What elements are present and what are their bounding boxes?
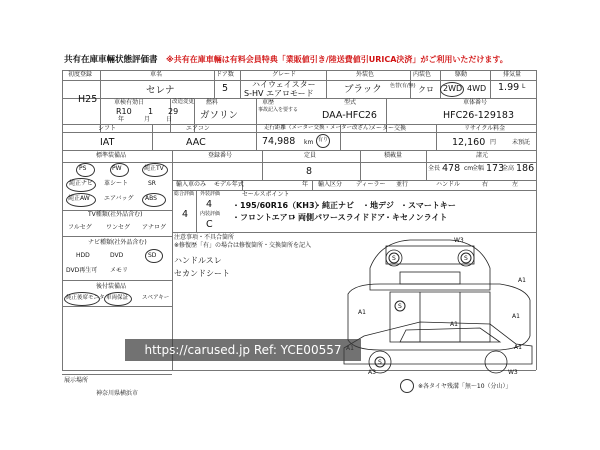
navi-dvd-play: DVD再生可 <box>66 267 98 274</box>
tv-fullseg: フルセグ <box>68 224 92 231</box>
note-second-seat: セカンドシート <box>174 269 230 278</box>
doors-value: 5 <box>222 83 229 94</box>
length-label: 全長 <box>428 165 441 172</box>
first-registration-year: H25 <box>78 94 98 105</box>
tire-mark-top: S <box>398 303 402 310</box>
mark-a1-3: A1 <box>512 313 520 320</box>
inspection-era: R10 <box>116 107 132 116</box>
interior-color-value: クロ <box>418 85 434 94</box>
length-value: 478 <box>442 163 461 174</box>
tire-reference-circle <box>400 379 414 393</box>
unit-day: 日 <box>166 116 173 123</box>
interior-score-label: 内装評価 <box>200 211 221 217</box>
document-title: 共有在庫車輛状態評価書 <box>64 55 158 65</box>
history-note: 事故記入を要する <box>258 107 299 113</box>
rear-warranty: 車両保証 <box>106 295 129 301</box>
exterior-score: 4 <box>206 199 213 210</box>
inspection-month: 1 <box>148 107 154 116</box>
inspection-day: 29 <box>168 107 179 116</box>
origin-dealer: ディーラー <box>356 181 386 188</box>
mileage-value: 74,988 <box>262 136 296 147</box>
sales-point-smartkey: ・スマートキー <box>400 201 456 210</box>
year-unit: 年 <box>302 181 309 188</box>
handle-right: 右 <box>482 181 489 188</box>
capacity-value: 8 <box>306 166 313 177</box>
label-exterior-color: 外装色 <box>356 71 375 78</box>
handle-left: 左 <box>512 181 519 188</box>
grade-line2: S-HV エアロモード <box>244 89 314 98</box>
unit-year: 年 <box>118 116 125 123</box>
chassis-number-value: HFC26-129183 <box>443 110 515 121</box>
width-value: 173 <box>486 163 505 174</box>
total-score: 4 <box>182 209 189 220</box>
color-change-note: 色替(有/無) <box>390 83 416 89</box>
mileage-note: 有り <box>318 137 329 143</box>
origin-parallel: 並行 <box>396 181 409 188</box>
car-name-value: セレナ <box>146 85 175 96</box>
label-load: 積載量 <box>384 152 403 159</box>
label-interior-color: 内装色 <box>413 71 432 78</box>
rear-equip-title: 後付装備品 <box>96 283 127 290</box>
label-capacity: 定員 <box>304 152 317 159</box>
label-mileage: 走行距離（メーター交換・メーター改ざん） <box>264 125 375 131</box>
model-code-value: DAA-HFC26 <box>322 110 377 121</box>
mark-w3-top: W3 <box>454 237 464 244</box>
tire-mark-front-left: S <box>392 255 396 262</box>
label-meter-change: メーター交換 <box>370 125 407 132</box>
mark-a1-2: A1 <box>358 309 366 316</box>
shift-value: IAT <box>100 137 115 148</box>
height-value: 186 <box>516 163 535 174</box>
tv-oneseg: ワンセグ <box>106 224 131 231</box>
label-first-reg: 初度登録 <box>68 71 93 78</box>
equip-ps: PS <box>79 165 87 172</box>
origin-label: 輸入区分 <box>318 181 343 188</box>
equip-aw: 純正AW <box>68 195 90 202</box>
width-label: 全幅 <box>472 165 485 172</box>
unit-month: 月 <box>144 116 151 123</box>
navi-memory: メモリ <box>110 267 129 274</box>
rear-monitor: 純正後席モニタ <box>66 295 105 301</box>
equip-airbag: エアバッグ <box>104 195 134 202</box>
label-grade: グレード <box>272 71 297 78</box>
navi-sd: SD <box>148 252 157 259</box>
sales-points-title: セールスポイント <box>242 191 290 198</box>
sales-point-digital-tv: ・地デジ <box>362 201 394 210</box>
length-unit: cm <box>464 165 474 172</box>
fuel-value: ガソリン <box>200 110 239 121</box>
interior-score: C <box>206 219 213 230</box>
rear-sparekey: スペアキー <box>142 295 170 301</box>
note-handle: ハンドルスレ <box>174 256 222 265</box>
exterior-color-value: ブラック <box>344 84 382 95</box>
display-place-value: 神奈川県横浜市 <box>96 390 139 397</box>
tv-analog: アナログ <box>142 224 167 231</box>
tire-remaining-note: ※各タイヤ残溝「無～10（分山）」 <box>418 383 512 390</box>
label-history: 車歴 <box>262 99 275 106</box>
sales-point-navi: ・純正ナビ <box>314 201 354 210</box>
drive-4wd: 4WD <box>467 84 487 93</box>
recycle-value: 12,160 <box>452 137 486 148</box>
sales-point-aero: ・フロントエアロ <box>232 213 296 222</box>
equip-sr: SR <box>148 180 156 187</box>
mark-a1-1: A1 <box>518 277 526 284</box>
display-place-label: 展示場所 <box>64 377 89 384</box>
label-car-name: 車名 <box>150 71 163 78</box>
import-label: 輸入車のみ <box>176 181 207 188</box>
handle-label: ハンドル <box>436 181 461 188</box>
label-drive: 駆動 <box>455 71 468 78</box>
sales-point-slidedoor: ・両側パワースライドドア <box>290 213 386 222</box>
tv-type-title: TV種類(社外品含む) <box>88 211 143 218</box>
displacement-value: 1.99 <box>498 82 520 93</box>
label-recycle: リサイクル料金 <box>464 125 506 132</box>
label-chassis-no: 車体番号 <box>463 99 488 106</box>
label-model-code: 型式 <box>344 99 357 106</box>
aircon-value: AAC <box>186 137 206 148</box>
equip-abs: ABS <box>145 195 157 202</box>
drive-2wd: 2WD <box>443 84 463 93</box>
recycle-status: 未預託 <box>512 139 531 146</box>
notice-text: ※共有在庫車輛は有料会員特典「業販値引き/陸送費値引URICA決済」がご利用いただけます。 <box>166 55 508 64</box>
equip-tv: 純正TV <box>144 165 164 172</box>
mark-a3: A3 <box>368 369 376 376</box>
mark-a1-6: A1 <box>514 344 522 351</box>
tire-mark-side: S <box>378 359 382 366</box>
notes-title: 注意事項・不具合箇所 <box>174 234 235 241</box>
label-reg-no: 登録番号 <box>208 152 233 159</box>
label-displacement: 排気量 <box>503 71 522 78</box>
navi-type-title: ナビ種類(社外品含む) <box>88 239 147 246</box>
navi-dvd: DVD <box>110 252 124 259</box>
equip-navi: 純正ナビ <box>69 180 94 187</box>
label-doors: ドア数 <box>216 71 234 78</box>
label-inspection: 車検有効日 <box>114 99 145 106</box>
equip-leather: 革シート <box>104 180 129 187</box>
tire-mark-front-right: S <box>464 255 468 262</box>
notes-subtitle: ※修復歴「有」の場合は修復箇所・交換箇所を記入 <box>174 242 312 249</box>
mark-w3-bottom: W3 <box>508 369 518 376</box>
label-aircon: エアコン <box>186 125 210 132</box>
label-modification: 改造変更 <box>172 99 195 105</box>
navi-hdd: HDD <box>76 252 90 259</box>
model-year-label: モデル年式 <box>214 181 244 188</box>
sales-point-tire: ・195/60R16（KH3） <box>232 201 323 210</box>
displacement-unit: L <box>522 83 526 90</box>
exterior-score-label: 外装評価 <box>200 191 221 197</box>
label-spec: 諸元 <box>476 152 489 159</box>
mileage-unit: km <box>304 139 314 146</box>
watermark-banner: https://carused.jp Ref: YCE00557 <box>125 339 361 361</box>
height-label: 全高 <box>502 165 515 172</box>
recycle-unit: 円 <box>490 139 497 146</box>
equip-pw: PW <box>112 165 122 172</box>
grade-line1: ハイウェイスター <box>252 80 316 89</box>
equipment-title: 標準装備品 <box>96 152 127 159</box>
label-shift: シフト <box>98 125 117 132</box>
sales-point-xenon: ・キセノンライト <box>384 213 448 222</box>
total-score-label: 総合評価 <box>174 191 195 197</box>
mark-a1-5: A1 <box>450 321 458 328</box>
label-fuel: 燃料 <box>206 99 219 106</box>
